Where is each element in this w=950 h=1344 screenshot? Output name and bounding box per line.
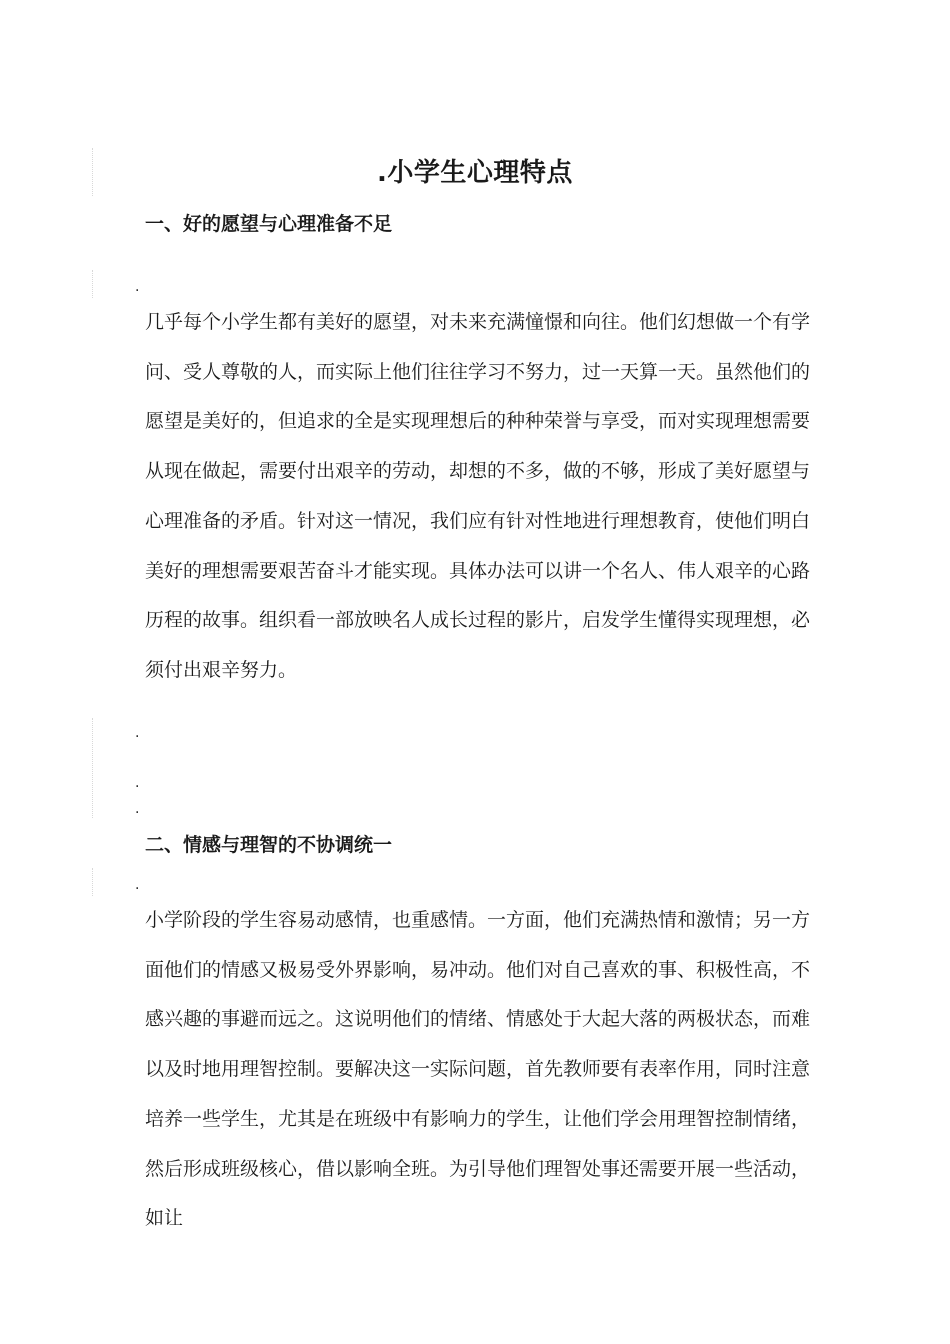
document-title: .小学生心理特点 bbox=[377, 158, 573, 188]
separator-dot: . bbox=[135, 775, 140, 791]
section-heading-2: 二、情感与理智的不协调统一 bbox=[145, 834, 393, 856]
separator-dot: . bbox=[135, 801, 140, 817]
section-paragraph-1: 几乎每个小学生都有美好的愿望，对未来充满憧憬和向往。他们幻想做一个有学问、受人尊敬的人，而实际上他们往往学习不努力，过一天算一天。虽然他们的愿望是美好的，但追求的全是实现理想后的种种荣誉与享受，而对实现理想需要从现在做起，需要付出艰辛的劳动，却想的不多，做的不够，形成了美好愿望与心理准备的矛盾。针对这一情况，我们应有针对性地进行理想教育，使他们明白美好的理想需要艰苦奋斗才能实现。具体办法可以讲一个名人、伟人艰辛的心路历程的故事。组织看一部放映名人成长过程的影片，启发学生懂得实现理想，必须付出艰辛努力。 bbox=[145, 311, 811, 681]
separator-dot: . bbox=[135, 725, 140, 741]
section-paragraph-2: 小学阶段的学生容易动感情，也重感情。一方面，他们充满热情和激情；另一方面他们的情感又极易受外界影响，易冲动。他们对自己喜欢的事、积极性高，不感兴趣的事避而远之。这说明他们的情绪、情感处于大起大落的两极状态，而难以及时地用理智控制。要解决这一实际问题，首先教师要有表率作用，同时注意培养一些学生，尤其是在班级中有影响力的学生，让他们学会用理智控制情绪，然后形成班级核心，借以影响全班。为引导他们理智处事还需要开展一些活动，如让 bbox=[145, 909, 811, 1230]
section-heading-1: 一、好的愿望与心理准备不足 bbox=[145, 213, 393, 235]
separator-dot: . bbox=[135, 877, 140, 893]
margin-marker bbox=[92, 270, 93, 298]
margin-marker bbox=[92, 718, 93, 818]
margin-marker bbox=[92, 868, 93, 896]
separator-dot: . bbox=[135, 279, 140, 295]
